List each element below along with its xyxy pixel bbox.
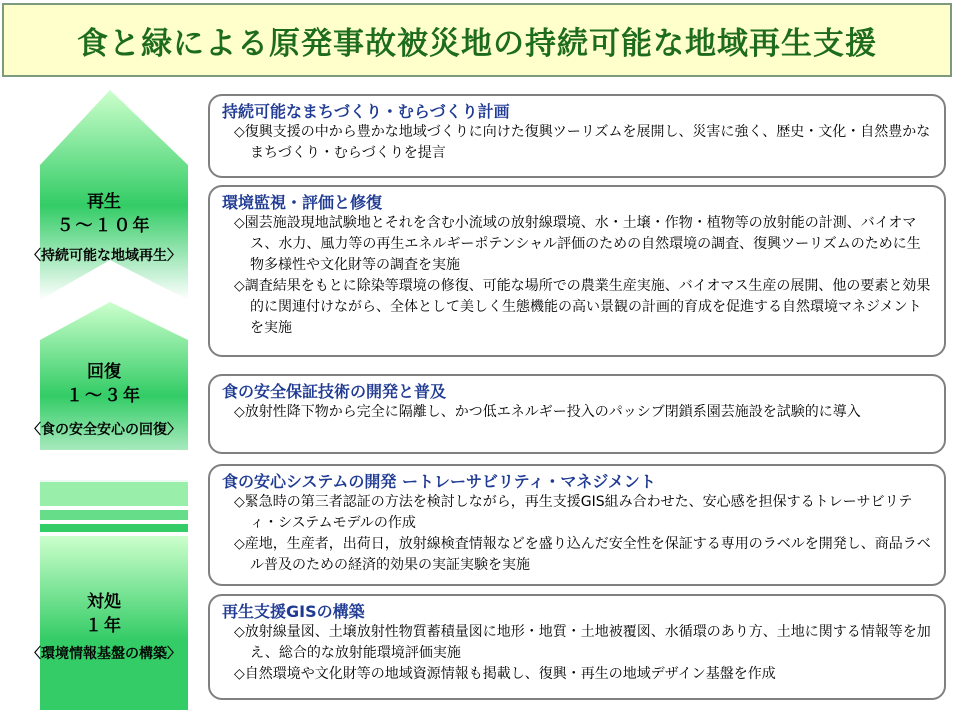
box-item: ◇放射性降下物から完全に隔離し、かつ低エネルギー投入のパッシブ閉鎖系園芸施設を試験的に導入 <box>234 404 861 420</box>
stage-years: １年 <box>85 616 123 636</box>
box-item: ◇園芸施設現地試験地とそれを含む小流域の放射線環境、水・土壌・作物・植物等の放射能の計測、バイオマス、水力、風力等の再生エネルギーポテンシャル評価のための自然環境の調査、復興ツーリズムのために生物多様性や文化財等の調査を実施 <box>234 215 921 273</box>
box-heading: 持続可能なまちづくり・むらづくり計画 <box>222 102 510 121</box>
box-heading: 再生支援GISの構築 <box>222 602 365 621</box>
box-item: ◇緊急時の第三者認証の方法を検討しながら，再生支援GIS組み合わせた、安心感を担保するトレーサビリティ・システムモデルの作成 <box>234 494 913 531</box>
box-food-safety-tech <box>208 374 946 454</box>
box-sustainable-planning <box>208 94 946 178</box>
box-gis <box>208 594 946 700</box>
box-item: ◇放射線量図、土壌放射性物質蓄積量図に地形・地質・土地被覆図、水循環のあり方、土地に関する情報等を加え、総合的な放射能環境評価実施 <box>234 624 931 661</box>
box-item: ◇産地，生産者，出荷日，放射線検査情報などを盛り込んだ安全性を保証する専用のラベルを開発し、商品ラベル普及のための経済的効果の実証実験を実施 <box>234 536 931 573</box>
stage-subtitle: 〈食の安全安心の回復〉 <box>27 422 181 438</box>
stage-name: 対処 <box>87 592 121 612</box>
box-item: ◇自然環境や文化財等の地域資源情報も掲載し、復興・再生の地域デザイン基盤を作成 <box>234 666 776 682</box>
box-item: ◇復興支援の中から豊かな地域づくりに向けた復興ツーリズムを展開し、災害に強く、歴史・文化・自然豊かなまちづくり・むらづくりを提言 <box>234 124 931 161</box>
arrow-segment-response <box>40 450 188 710</box>
box-traceability <box>208 464 946 586</box>
stage-years: ５～１０年 <box>56 216 152 236</box>
box-heading: 食の安心システムの開発 ートレーサビリティ・マネジメント <box>222 472 656 491</box>
box-heading: 環境監視・評価と修復 <box>222 193 383 212</box>
box-environment-monitoring <box>208 185 946 357</box>
box-heading: 食の安全保証技術の開発と普及 <box>222 382 447 401</box>
stage-subtitle: 〈持続可能な地域再生〉 <box>27 248 181 264</box>
stage-regeneration <box>0 190 208 266</box>
stage-years: １～３年 <box>66 386 142 406</box>
stage-name: 再生 <box>87 192 121 212</box>
stage-recovery <box>0 360 208 440</box>
title-banner <box>2 3 952 77</box>
stage-subtitle: 〈環境情報基盤の構築〉 <box>27 646 181 662</box>
stage-response <box>0 590 208 664</box>
page-title: 食と緑による原発事故被災地の持続可能な地域再生支援 <box>77 25 877 62</box>
box-item: ◇調査結果をもとに除染等環境の修復、可能な場所での農業生産実施、バイオマス生産の展開、他の要素と効果的に関連付けながら、全体として美しく生態機能の高い景観の計画的育成を促進する自然環境マネジメントを実施 <box>234 278 931 336</box>
stage-name: 回復 <box>87 362 121 382</box>
